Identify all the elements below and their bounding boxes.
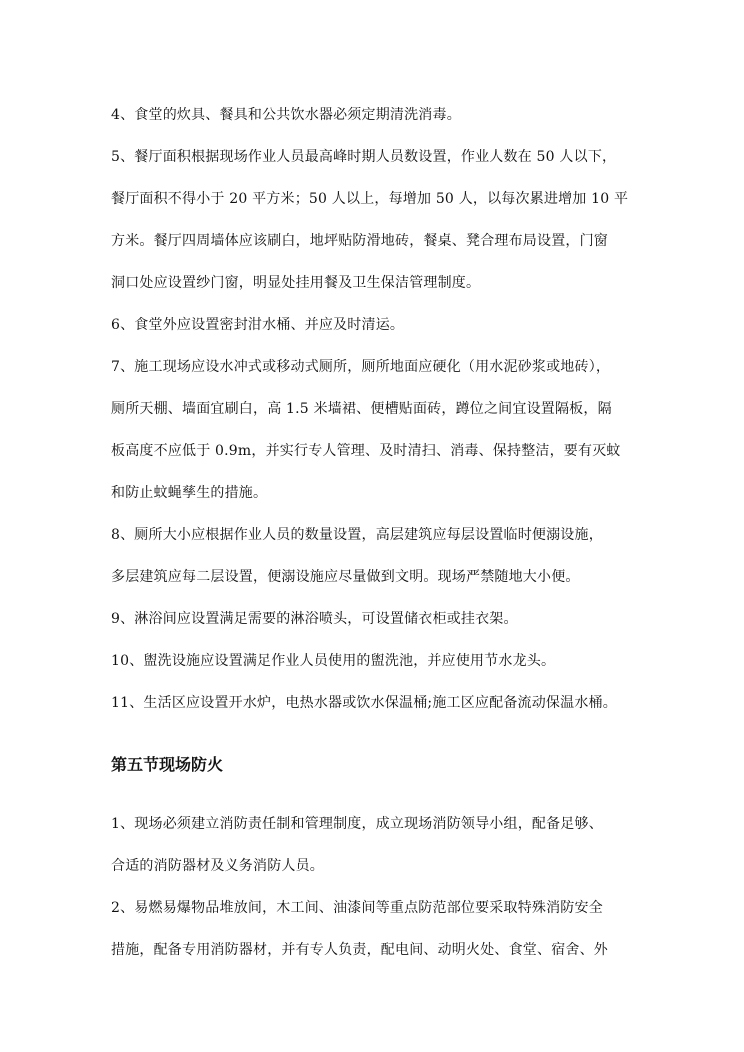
text-line: 板高度不应低于 0.9m，并实行专人管理、及时清扫、消毒、保持整洁，要有灭蚊 [111,443,621,459]
text-line: 5、餐厅面积根据现场作业人员最高峰时期人员数设置，作业人数在 50 人以下， [111,149,617,165]
text-line: 6、食堂外应设置密封泔水桶、并应及时清运。 [111,317,405,333]
text-line: 厕所天棚、墙面宜刷白，高 1.5 米墙裙、便槽贴面砖，蹲位之间宜设置隔板，隔 [111,401,612,417]
text-line: 措施，配备专用消防器材，并有专人负责，配电间、动明火处、食堂、宿舍、外 [111,942,608,958]
text-line: 洞口处应设置纱门窗，明显处挂用餐及卫生保洁管理制度。 [111,275,481,291]
text-line: 1、现场必须建立消防责任制和管理制度，成立现场消防领导小组，配备足够、 [111,816,603,832]
section-heading: 第五节现场防火 [111,755,224,774]
text-line: 7、施工现场应设水冲式或移动式厕所，厕所地面应硬化（用水泥砂浆或地砖）， [111,359,611,375]
text-line: 9、淋浴间应设置满足需要的淋浴喷头，可设置储衣柜或挂衣架。 [111,611,518,627]
text-line: 和防止蚊蝇孳生的措施。 [111,485,268,501]
text-line: 2、易燃易爆物品堆放间，木工间、油漆间等重点防范部位要采取特殊消防安全 [111,900,603,916]
text-line: 8、厕所大小应根据作业人员的数量设置，高层建筑应每层设置临时便溺设施， [111,527,603,543]
text-line: 合适的消防器材及义务消防人员。 [111,858,324,874]
text-line: 11、生活区应设置开水炉，电热水器或饮水保温桶;施工区应配备流动保温水桶。 [111,695,617,711]
text-line: 多层建筑应每二层设置，便溺设施应尽量做到文明。现场严禁随地大小便。 [111,569,580,585]
document-body [111,94,641,971]
text-line: 10、盥洗设施应设置满足作业人员使用的盥洗池，并应使用节水龙头。 [111,653,556,669]
text-line: 餐厅面积不得小于 20 平方米；50 人以上，每增加 50 人，以每次累进增加 10 平 [111,191,629,207]
text-line: 方米。餐厅四周墙体应该刷白，地坪贴防滑地砖，餐桌、凳合理布局设置，门窗 [111,233,608,249]
text-line: 4、食堂的炊具、餐具和公共饮水器必须定期清洗消毒。 [111,107,461,123]
